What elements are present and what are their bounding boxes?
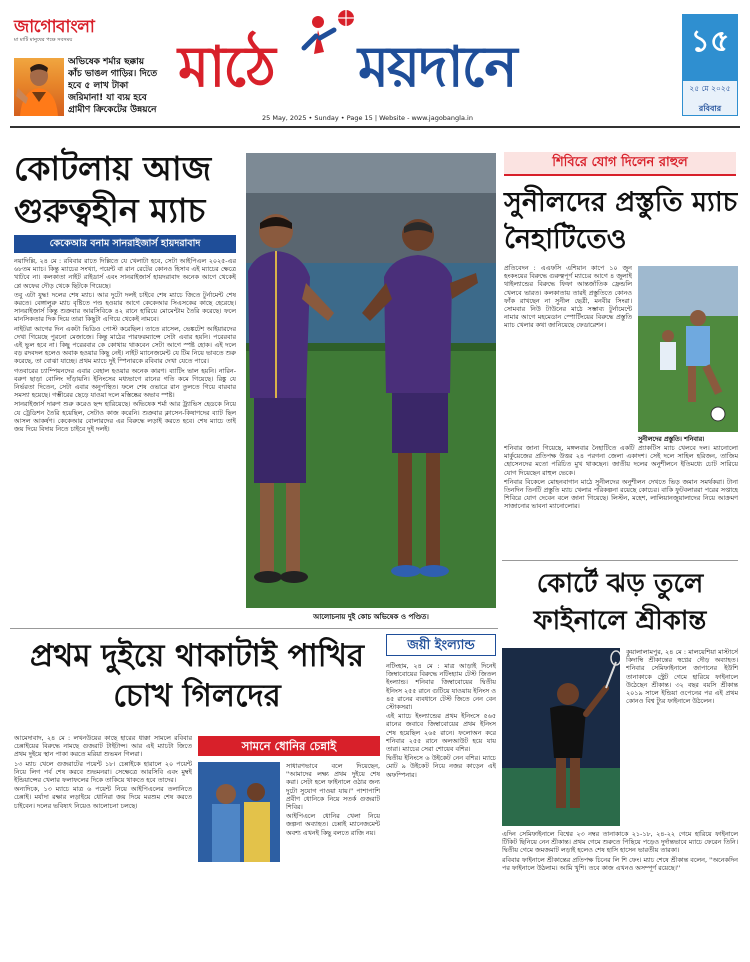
page-date: ২৫ মে ২০২৫: [689, 84, 731, 93]
football-player-icon: [300, 8, 362, 78]
paragraph: প্রতিবেদন : এএফসি এশিয়ান কাপে ১০ জুন হংকংয়ের বিরুদ্ধে গুরুত্বপূর্ণ ম্যাচের আগে ৪ জুলাই থাইল্যান্ডের বিরুদ্ধে ফিফা আন্তর্জাতিক ফ্রেন্ডলি খেলবে ভারত। কলকাতায় তারই প্রস্তুতিতে কোনও ফাঁক রাখছেন না সুনীল ছেত্রী, মনবীর সিংরা। সোমবার নিউ টাউনের মাঠে সম্ভাব্য টুর্নামেন্টে নামার আগে মহমেডান স্পোর্টিংয়ের বিরুদ্ধে প্রস্তুতি ম্যাচ খেলার কথা জানিয়েছে ফেডারেশন।: [504, 264, 632, 330]
teaser-text[interactable]: অভিষেক শর্মার ছক্কায় কাঁচ ভাঙল গাড়ির। দিতে হবে ৫ লাখ টাকা জরিমানা! যা ব্যয় হবে গ্রামীণ ক্রিকেটের উন্নয়নে: [68, 57, 158, 115]
section-divider: [10, 628, 498, 629]
story4-strap: জয়ী ইংল্যান্ড: [386, 634, 496, 656]
story2-body-left: [504, 264, 632, 442]
story3-sub-body: [286, 762, 380, 928]
paragraph: ১৩ ম্যাচ খেলে গুজরাটের পয়েন্ট ১৮। চেন্নাইকে হারালে ২০ পয়েন্ট নিয়ে লিগ পর্ব শেষ করবে শুভমনরা। সেক্ষেত্রে আরসিবি এবং মুম্বই ইন্ডিয়ান্সের খেলার ফলাফলের দিকে তাকিয়ে থাকতে হবে তাদের।: [14, 759, 192, 785]
paragraph: তবু এটা যুদ্ধ! দলের শেষ ম্যাচ। আর দুটো দলই চাইবে শেষ ম্যাচে জিতে টুর্নামেন্ট শেষ করতে। বেঙ্গালুরু ম্যাচ বৃষ্টিতে পণ্ড হওয়ার আগে কেকেআর সিএসকের কাছে হেরেছে। সানরাইজার্স কিন্তু শুক্রবার আরসিবিকে ৪২ রানে হারিয়ে মোমেন্টাম তৈরি করেছে। ফলে মানসিকতার দিক দিয়ে তারা কিছুটা এগিয়ে থেকেই নামবে।: [14, 290, 236, 324]
badminton-player-photo: [502, 648, 620, 826]
story3-headline[interactable]: প্রথম দুইয়ে থাকাটাই পাখির চোখ গিলদের: [30, 638, 364, 714]
paragraph: নাইটরা আগের দিন একটা ভিডিও পোস্ট করেছিল। তাতে রাসেল, ভেঙ্কটেশ আইয়ারদের দেখা গিয়েছে পুরনো মেজাজে। কিন্তু মাঠের পারফরম্যান্সে সেটা এবার হয়নি। পরেরবার এই ভুল হবে না। কিছু পরেরবার কে কোথায় থাকবেন সেটা আগে স্পষ্ট হোক। এই দলে বড় রদবদল হলেও অবাক হওয়ার কিছু নেই। নাইট ম্যানেজমেন্ট যে টিম নিয়ে ভাবতে শুরু করেছে, তা বোঝা যাচ্ছে। প্রথম ম্যাচে দুই স্পিনারকে রবিবার দেখা যেতে পারে।: [14, 324, 236, 366]
story1-kicker: কেকেআর বনাম সানরাইজার্স হায়দরাবাদ: [14, 235, 236, 253]
page-day: রবিবার: [698, 104, 722, 113]
masthead: [0, 0, 750, 128]
title-part-1: মাঠে: [178, 34, 274, 100]
paragraph: নয়াদিল্লি, ২৪ মে : রবিবার রাতে দিল্লিতে যে খেলাটা হবে, সেটা আইপিএল ২০২৫-এর ৬৮তম ম্যাচ। কিন্তু ম্যাচের সংখ্যা, পয়েন্ট বা রান রেটের কোনও হিসাব এই ম্যাচের ক্ষেত্রে খাটবে না। কলকাতা নাইট রাইডার্স এবং সানরাইজার্স হায়দরাবাদ অনেক আগে থেকেই প্লে অফের দৌড় থেকে ছিটকে গিয়েছে।: [14, 257, 236, 290]
football-photo-caption: সুনীলদের প্রস্তুতি। শনিবার।: [638, 436, 705, 443]
story5-body-bottom: [502, 830, 738, 930]
paragraph: কুয়ালালামপুর, ২৪ মে : মালয়েশিয়া মাস্টার্সে কিদাম্বি শ্রীকান্তের স্বপ্নের দৌড় অব্যাহত। শনিবার সেমিফাইনালে জাপানের ইউশি তানাকাকে স্ট্রেট গেমে হারিয়ে ফাইনালে উঠেছেন শ্রীকান্ত। ৩২ বছর বয়সি শ্রীকান্ত ২০১৯ সালে ইন্ডিয়া ওপেনের পর এই প্রথম কোনও বিশ্ব ট্যুর ফাইনালে উঠলেন।: [626, 648, 738, 706]
paragraph: অন্যদিকে, ১৩ ম্যাচে মাত্র ৬ পয়েন্ট নিয়ে আইপিএলের তলানিতে চেন্নাই। মর্যাদা রক্ষার লড়াইয়ে ধোনিরা জয় দিয়ে মরশুম শেষ করতে চাইবেন। দলের ভবিষ্যৎ নিয়েও আলোচনা চলছে।: [14, 785, 192, 810]
story4-body: [386, 662, 496, 930]
paragraph: এই ম্যাচে ইংল্যান্ডের প্রথম ইনিংসে ৫৬৫ রানের জবাবে জিম্বাবোয়ের প্রথম ইনিংস শেষ হয়েছিল ২৬৫ রানে। ফলোঅন করে শনিবার ২৫৫ রানে অলআউট হয়ে যায় তারা। ম্যাচের সেরা শোয়েব বশির।: [386, 712, 496, 754]
teaser-photo: [14, 58, 64, 116]
story3-body: [14, 734, 192, 930]
story2-strap: শিবিরে যোগ দিলেন রাহুল: [504, 152, 736, 176]
paragraph: আইপিএলে ধোনির খেলা নিয়ে জল্পনা অব্যাহত। চেন্নাই ম্যানেজমেন্ট অবশ্য এখনই কিছু বলতে রাজি নয়।: [286, 812, 380, 837]
paragraph: সাধারণভাবে বলে দিয়েছেন, ''আমাদের লক্ষ্য প্রথম দুইয়ে শেষ করা। সেটা হলে ফাইনালে ওঠার জন্য দুটো সুযোগ পাওয়া যায়।'' পাশাপাশি প্রবীণ ধোনিকে নিয়ে সতর্ক গুজরাট শিবির।: [286, 762, 380, 812]
story5-headline[interactable]: কোর্টে ঝড় তুলে ফাইনালে শ্রীকান্ত: [533, 569, 707, 636]
story3-sub-strap: সামনে ধোনির চেন্নাই: [198, 736, 380, 756]
story5-body-right: [626, 648, 738, 826]
story1-headline[interactable]: কোটলায় আজ গুরুত্বহীন ম্যাচ: [14, 149, 212, 230]
paragraph: সানরাইজার্স দারুণ শুরু করেও ছন্দ হারিয়েছে। অভিষেক শর্মা আর ট্র্যাভিস হেডকে নিয়ে যে ট্রেডিশন তৈরি হয়েছিল, সেটাও কাজ করেনি। শুক্রবার ক্লাসেন-কিষাণদের ব্যাট ছিল আসল আকর্ষণ। কেকেআর বোলারদের এর বিরুদ্ধে লড়াই করতে হবে। শেষ ম্যাচে তাই জয় দিয়ে বিদায় নিতে চাইবে দুই দলই।: [14, 400, 236, 434]
paragraph: আমেদাবাদ, ২৪ মে : লখনউয়ের কাছে হারের ধাক্কা সামলে রবিবার চেন্নাইয়ের বিরুদ্ধে নামছে গুজরাট টাইটান্স। আর এই ম্যাচটা জিতে প্রথম দুইয়ে স্থান পাকা করতে মরিয়া শুভমন গিলরা।: [14, 734, 192, 759]
story2-headline[interactable]: সুনীলদের প্রস্তুতি ম্যাচ নৈহাটিতেও: [504, 187, 738, 255]
story2-body-main: [504, 444, 738, 540]
page-number: ১৫: [690, 24, 730, 59]
paragraph: এদিন সেমিফাইনালে বিশ্বের ২৩ নম্বর তানাকাকে ২১-১৮, ২৪-২২ গেমে হারিয়ে ফাইনালে টিকিট ছিনিয়ে নেন শ্রীকান্ত। প্রথম গেমে শুরুতে পিছিয়ে পড়েও দুর্দান্তভাবে ম্যাচে ফেরেন তিনি। দ্বিতীয় গেমে জমজমাট লড়াই হলেও শেষ হাসি হাসেন ভারতীয় তারকা।: [502, 830, 738, 855]
brand-logo: জাগোবাংলা: [14, 17, 95, 37]
paragraph: রবিবার ফাইনালে শ্রীকান্তের প্রতিপক্ষ চিনের লি শি ফেং। ম্যাচ শেষে শ্রীকান্ত বলেন, ''অনেকদিন পর ফাইনালে উঠলাম। আমি খুশি। তবে কাজ এখনও অসম্পূর্ণ রয়েছে।'': [502, 855, 738, 872]
story1-body: [14, 257, 236, 621]
paragraph: দ্বিতীয় ইনিংসে ৬ উইকেট নেন বশির। ম্যাচে মোট ৯ উইকেট নিয়ে নজর কাড়েন এই অফস্পিনার।: [386, 754, 496, 779]
football-training-photo: [638, 266, 738, 432]
brand-tagline: মা মাটি মানুষের পক্ষে সবসময়: [14, 37, 73, 43]
masthead-divider: [10, 126, 740, 128]
masthead-title: [176, 32, 572, 112]
section-divider: [502, 560, 738, 561]
gujarat-players-photo: [198, 762, 280, 862]
coaches-photo: [246, 153, 496, 608]
dateline: 25 May, 2025 • Sunday • Page 15 | Website - www.jagobangla.in: [262, 114, 473, 122]
paragraph: গতবারের চ্যাম্পিয়নদের এবার বেহাল হওয়ার অনেক কারণ। ব্যাটিং ভাল হয়নি। নারিন-বরুণ ছাড়া বোলিং দাঁড়ায়নি। ইনিংসের মধ্যভাগে রানের গতি কমে গিয়েছে। রিঙ্কু যে নির্ভরতা দিতেন, সেটা এবার অনুপস্থিত। ফলে শেষ ওভারে রান তুলতে গিয়ে বারবার সমস্যা হয়েছে। গম্ভীরের ছেড়ে যাওয়া দলে মস্তিষ্কের অভাব স্পষ্ট।: [14, 366, 236, 400]
paragraph: নটিংহাম, ২৪ মে : মাত্র আড়াই দিনেই জিম্বাবোয়ের বিরুদ্ধে নটিংহ্যাম টেস্ট জিতল ইংল্যান্ড। শনিবার জিম্বাবোয়ের দ্বিতীয় ইনিংস ২৫৫ রানে গুটিয়ে যাওয়ায় ইনিংস ও ৪৫ রানের ব্যবধানে টেস্ট জিতে নেন বেন স্টোকসরা।: [386, 662, 496, 712]
coaches-photo-caption: আলোচনায় দুই কোচ অভিষেক ও পণ্ডিত।: [313, 613, 429, 621]
title-part-2: ময়দানে: [358, 34, 516, 100]
paragraph: শনিবার বিকেলে মোহনবাগান মাঠে সুনীলদের অনুশীলন দেখতে ভিড় জমান সমর্থকরা। টানা তিনদিন তিনটি প্রস্তুতি ম্যাচ খেলার পরিকল্পনা রয়েছে কোচের। বাকি ফুটবলাররা পরের সপ্তাহে শিবিরে যোগ দেবেন বলে জানা গিয়েছে। লিস্টন, মহেশ, লালিয়ানজুয়ালাদের নিয়ে আক্রমণ সাজানোর ভাবনা ম্যানোলোর।: [504, 477, 738, 511]
page-date-box: [682, 80, 738, 116]
paragraph: শনিবার জানা গিয়েছে, মঙ্গলবার নৈহাটিতে একটি প্র্যাকটিস ম্যাচ খেলবে দল। ম্যানোলো মার্কুয়েজের প্রতিপক্ষ উত্তর ২৪ পরগনা জেলা একাদশ। সেই দলে সাহিল হরিজন, তাজিম হোসেনদের মতো পরিচিত মুখ থাকছেন। জাতীয় দলের অনুশীলনে ইতিমধ্যে চোট সারিয়ে যোগ দিয়েছেন রাহুল ভেকে।: [504, 444, 738, 477]
